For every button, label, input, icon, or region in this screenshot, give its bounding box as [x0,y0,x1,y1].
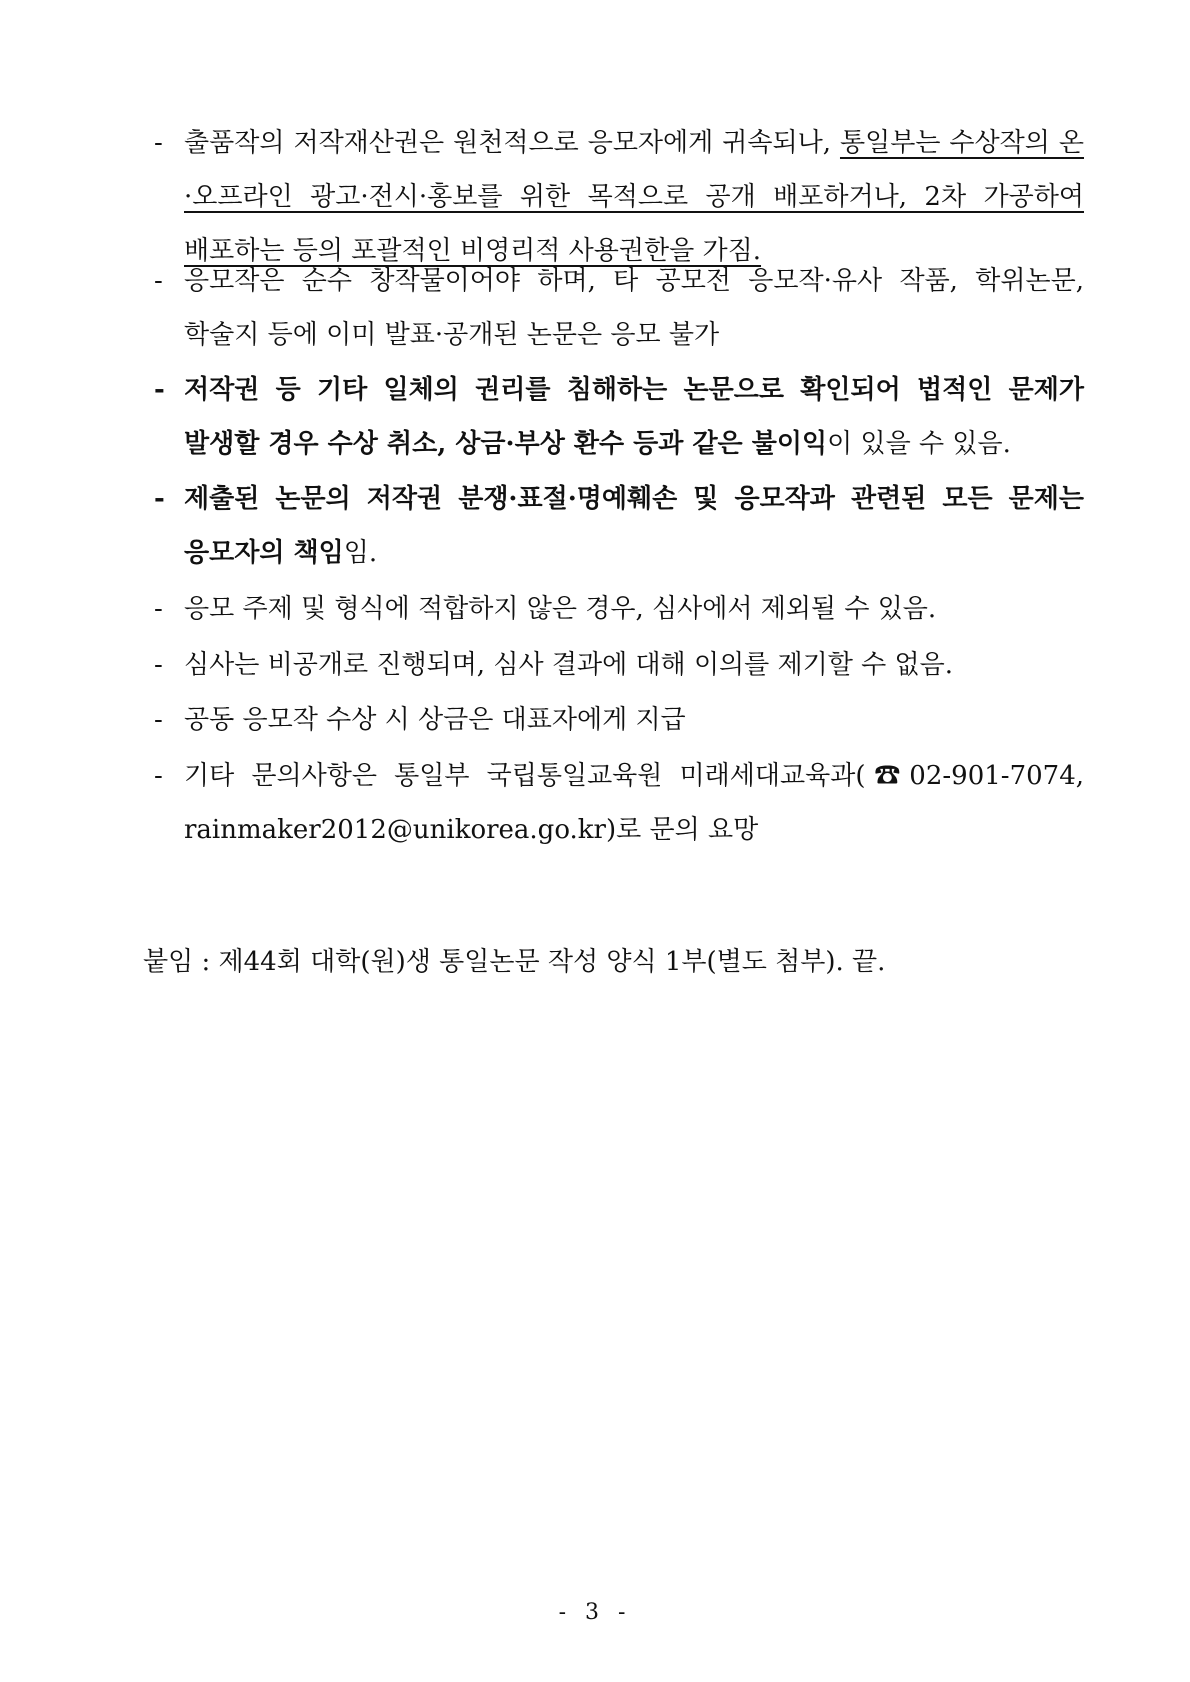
item-text [184,472,1084,580]
notice-item-rights-violation [154,363,1084,471]
bullet-dash: - [154,594,163,624]
attachment-note: 붙임 : 제44회 대학(원)생 통일논문 작성 양식 1부(별도 첨부). 끝. [143,947,886,977]
item-text-underlined: 통일부는 수상작의 온·오프라인 광고·전시·홍보를 위한 목적으로 공개 배포하거나, 2차 가공하여 배포하는 등의 포괄적인 비영리적 사용권한을 가짐. [184,128,1084,266]
item-text: 심사는 비공개로 진행되며, 심사 결과에 대해 이의를 제기할 수 없음. [184,650,954,680]
item-text: 응모 주제 및 형식에 적합하지 않은 경우, 심사에서 제외될 수 있음. [184,594,937,624]
item-text [184,363,1084,471]
notice-item-responsibility [154,472,1084,580]
notice-item-eligibility [154,582,1084,636]
item-text: 응모작은 순수 창작물이어야 하며, 타 공모전 응모작·유사 작품, 학위논문, 학술지 등에 이미 발표·공개된 논문은 응모 불가 [184,266,1084,350]
bullet-dash: - [154,650,163,680]
bullet-dash: - [154,761,163,791]
bullet-dash: - [154,266,163,296]
notice-item-joint-award [154,693,1084,747]
item-text-bold: 제출된 논문의 저작권 분쟁·표절·명예훼손 및 응모작과 관련된 모든 문제는 응모자의 책임 [184,484,1084,568]
item-text: 기타 문의사항은 통일부 국립통일교육원 미래세대교육과(☎02-901-7074, rainmaker2012@unikorea.go.kr)로 문의 요망 [184,761,1084,845]
notice-item-review [154,638,1084,692]
notice-item-contact [154,749,1084,857]
item-text-plain: 이 있을 수 있음. [827,429,1011,459]
item-text-bold: 저작권 등 기타 일체의 권리를 침해하는 논문으로 확인되어 법적인 문제가 발생할 경우 수상 취소, 상금·부상 환수 등과 같은 불이익 [184,375,1084,459]
notice-item-originality [154,254,1084,362]
page-number: - 3 - [558,1600,632,1625]
bullet-dash: - [154,375,165,405]
item-text-plain: 임. [343,538,378,568]
item-text-plain: 출품작의 저작재산권은 원천적으로 응모자에게 귀속되나, [184,128,840,158]
item-text: 공동 응모작 수상 시 상금은 대표자에게 지급 [184,705,686,735]
bullet-dash: - [154,128,163,158]
bullet-dash: - [154,705,163,735]
bullet-dash: - [154,484,165,514]
